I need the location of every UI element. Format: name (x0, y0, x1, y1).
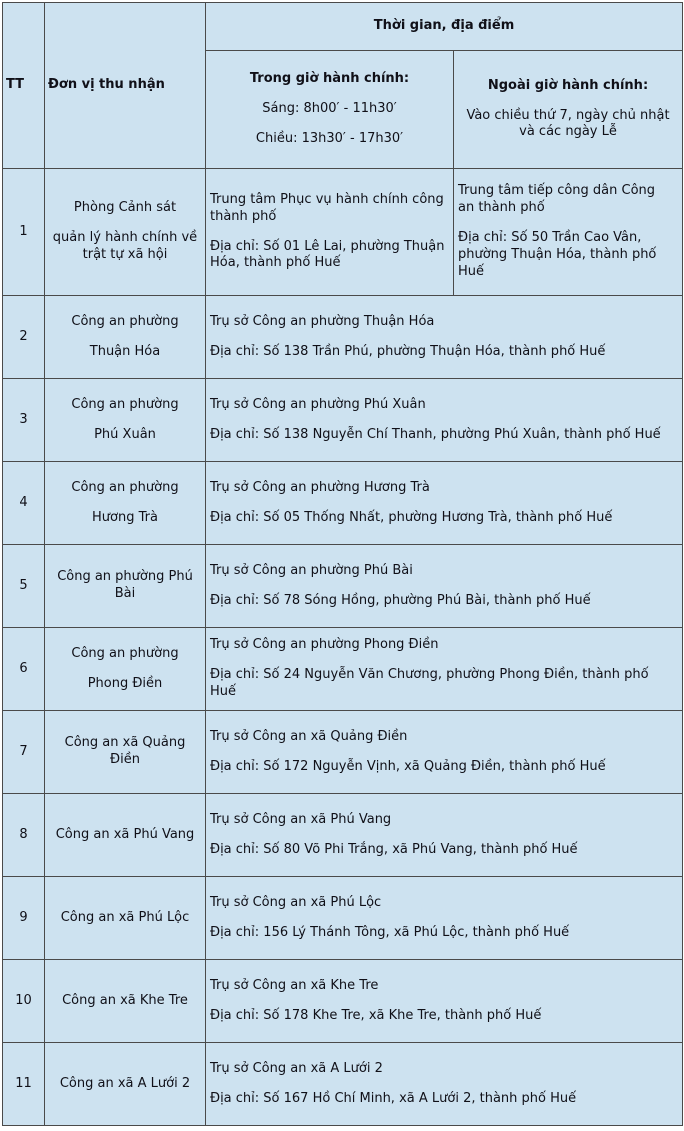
in-hours-morning: Sáng: 8h00′ - 11h30′ (262, 101, 397, 117)
table-row (3, 794, 683, 877)
location-line: Trung tâm tiếp công dân Công an thành phố (458, 183, 656, 216)
unit-line: Công an xã A Lưới 2 (59, 1075, 191, 1091)
table-row (3, 379, 683, 462)
table-row (3, 169, 683, 296)
unit-line: Thuận Hóa (89, 343, 161, 359)
location-line: Trụ sở Công an xã Phú Vang (210, 811, 392, 827)
location-line: Trụ sở Công an xã Quảng Điền (210, 728, 408, 744)
header-in-hours (206, 51, 454, 169)
unit-cell (45, 877, 206, 960)
location-line: Trụ sở Công an phường Phú Bài (210, 562, 413, 578)
location-line: Địa chỉ: Số 138 Nguyễn Chí Thanh, phường Phú Xuân, thành phố Huế (210, 426, 661, 442)
location-cell (206, 545, 683, 628)
location-line: Trụ sở Công an phường Phong Điền (210, 637, 439, 653)
header-row-top (3, 3, 683, 51)
location-cell (206, 379, 683, 462)
row-number: 7 (3, 711, 45, 794)
unit-line: Công an phường (71, 645, 179, 661)
unit-line: Công an phường (71, 396, 179, 412)
unit-cell (45, 296, 206, 379)
location-line: Địa chỉ: Số 78 Sóng Hồng, phường Phú Bài, thành phố Huế (210, 592, 591, 608)
location-line: Địa chỉ: Số 178 Khe Tre, xã Khe Tre, thành phố Huế (210, 1007, 542, 1023)
header-out-hours (454, 51, 683, 169)
row-number: 10 (3, 960, 45, 1043)
table-row (3, 1043, 683, 1126)
unit-line: Công an phường (71, 313, 179, 329)
location-line: Trụ sở Công an phường Thuận Hóa (210, 313, 435, 329)
unit-line: Công an phường (71, 479, 179, 495)
location-line: Trụ sở Công an phường Hương Trà (210, 479, 430, 495)
location-line: Địa chỉ: Số 172 Nguyễn Vịnh, xã Quảng Điền, thành phố Huế (210, 758, 606, 774)
location-cell (206, 960, 683, 1043)
unit-cell (45, 462, 206, 545)
unit-cell (45, 711, 206, 794)
table-row (3, 960, 683, 1043)
unit-line: quản lý hành chính về trật tự xã hội (52, 230, 198, 262)
location-line: Trụ sở Công an phường Phú Xuân (210, 396, 426, 412)
location-cell (206, 877, 683, 960)
location-line: Địa chỉ: Số 24 Nguyễn Văn Chương, phường Phong Điền, thành phố Huế (210, 667, 649, 699)
row-number: 1 (3, 169, 45, 296)
unit-cell (45, 545, 206, 628)
row-number: 6 (3, 628, 45, 711)
location-line: Trụ sở Công an xã Phú Lộc (210, 894, 382, 910)
row-number: 8 (3, 794, 45, 877)
unit-cell (45, 794, 206, 877)
unit-line: Công an xã Phú Lộc (60, 909, 190, 925)
table-row (3, 296, 683, 379)
location-cell (206, 169, 454, 296)
table-row (3, 462, 683, 545)
location-line: Địa chỉ: Số 05 Thống Nhất, phường Hương Trà, thành phố Huế (210, 509, 613, 525)
in-hours-title: Trong giờ hành chính: (249, 71, 410, 87)
location-cell (454, 169, 683, 296)
location-line: Trụ sở Công an xã Khe Tre (210, 977, 379, 993)
unit-line: Phòng Cảnh sát (73, 200, 177, 216)
unit-line: Công an xã Khe Tre (62, 992, 188, 1008)
unit-line: Hương Trà (92, 509, 158, 525)
location-line: Địa chỉ: Số 80 Võ Phi Trắng, xã Phú Vang, thành phố Huế (210, 841, 578, 857)
location-cell (206, 794, 683, 877)
row-number: 4 (3, 462, 45, 545)
location-line: Địa chỉ: Số 01 Lê Lai, phường Thuận Hóa, thành phố Huế (210, 238, 445, 271)
unit-cell (45, 379, 206, 462)
in-hours-afternoon: Chiều: 13h30′ - 17h30′ (255, 130, 404, 146)
table-row (3, 545, 683, 628)
header-tt: TT (3, 3, 45, 169)
unit-line: Công an xã Phú Vang (55, 826, 195, 842)
table-row (3, 711, 683, 794)
location-cell (206, 296, 683, 379)
header-time-place: Thời gian, địa điểm (206, 3, 683, 51)
table-header (3, 3, 683, 169)
out-hours-desc: Vào chiều thứ 7, ngày chủ nhật và các ngày Lễ (466, 107, 670, 140)
row-number: 2 (3, 296, 45, 379)
location-line: Địa chỉ: Số 50 Trần Cao Vân, phường Thuận Hóa, thành phố Huế (458, 230, 657, 279)
row-number: 9 (3, 877, 45, 960)
row-number: 5 (3, 545, 45, 628)
unit-cell (45, 960, 206, 1043)
location-line: Trụ sở Công an xã A Lưới 2 (210, 1060, 383, 1076)
row-number: 11 (3, 1043, 45, 1126)
location-line: Địa chỉ: Số 167 Hồ Chí Minh, xã A Lưới 2, thành phố Huế (210, 1090, 577, 1106)
location-line: Địa chỉ: 156 Lý Thánh Tông, xã Phú Lộc, thành phố Huế (210, 924, 570, 940)
unit-line: Công an xã Quảng Điền (64, 735, 186, 767)
location-cell (206, 1043, 683, 1126)
unit-cell (45, 169, 206, 296)
reception-units-table (2, 2, 683, 1126)
location-cell (206, 711, 683, 794)
unit-line: Công an phường Phú Bài (57, 569, 193, 601)
out-hours-title: Ngoài giờ hành chính: (487, 77, 649, 93)
table-row (3, 628, 683, 711)
location-line: Trung tâm Phục vụ hành chính công thành phố (210, 191, 444, 224)
location-line: Địa chỉ: Số 138 Trần Phú, phường Thuận Hóa, thành phố Huế (210, 343, 606, 359)
table-row (3, 877, 683, 960)
location-cell (206, 462, 683, 545)
table-body (3, 169, 683, 1126)
location-cell (206, 628, 683, 711)
unit-cell (45, 1043, 206, 1126)
unit-cell (45, 628, 206, 711)
unit-line: Phong Điền (87, 675, 163, 691)
header-unit: Đơn vị thu nhận (45, 3, 206, 169)
row-number: 3 (3, 379, 45, 462)
unit-line: Phú Xuân (94, 426, 156, 442)
